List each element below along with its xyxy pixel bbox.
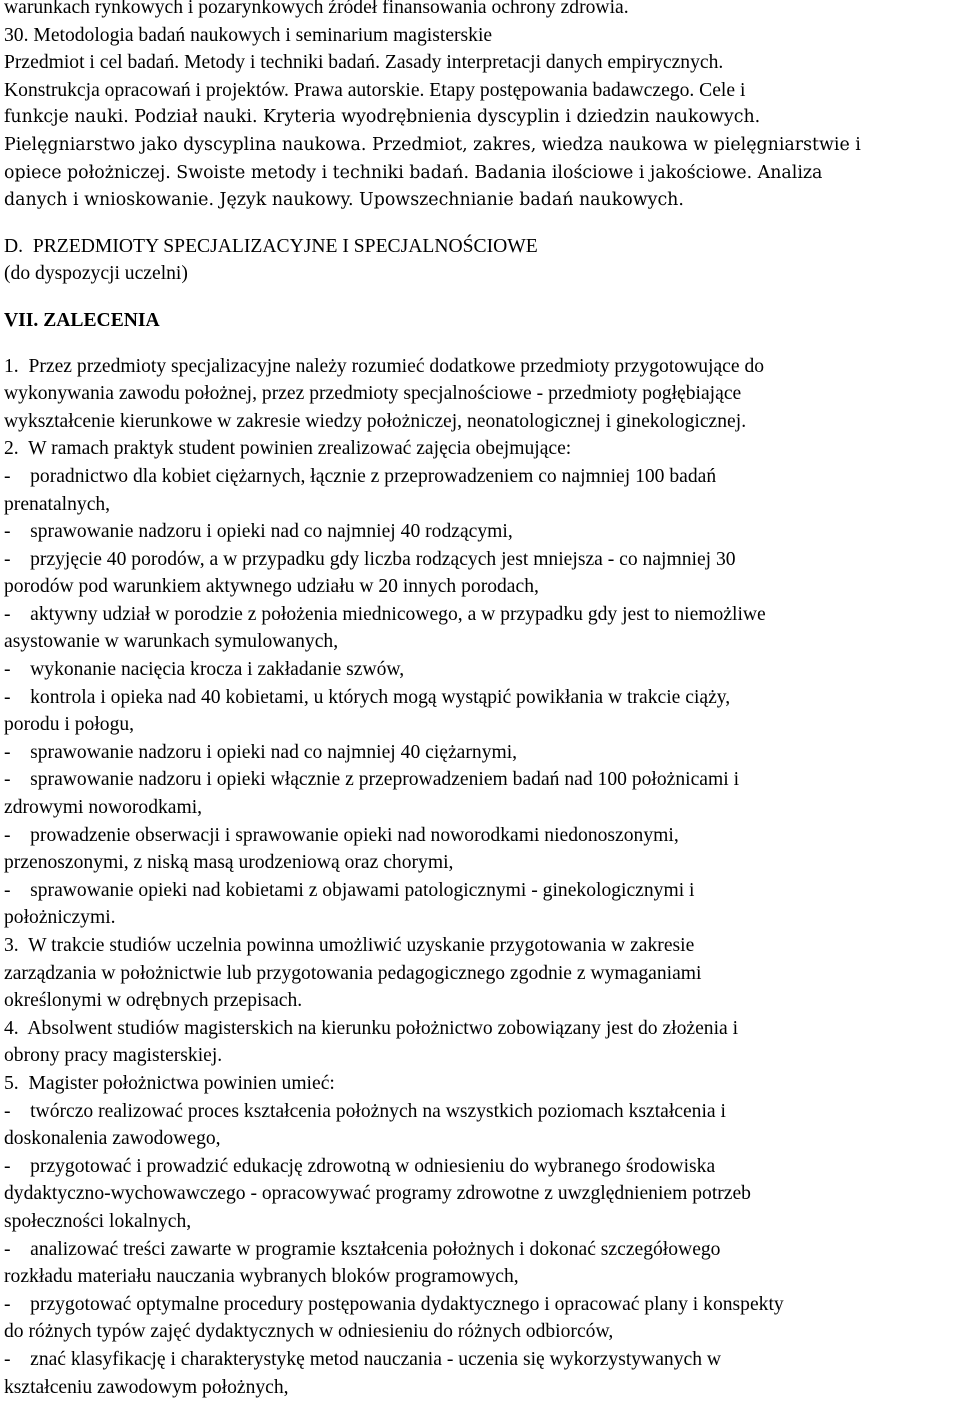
text-line: dydaktyczno-wychowawczego - opracowywać programy zdrowotne z uwzględnieniem potrzeb bbox=[4, 1183, 751, 1205]
text-line: 3. W trakcie studiów uczelnia powinna umożliwić uzyskanie przygotowania w zakresie bbox=[4, 935, 695, 956]
text-line: doskonalenia zawodowego, bbox=[4, 1128, 221, 1150]
section-vii-title: VII. ZALECENIA bbox=[4, 309, 160, 331]
section-d-subtitle: (do dyspozycji uczelni) bbox=[4, 263, 188, 285]
text-line: Przedmiot i cel badań. Metody i techniki badań. Zasady interpretacji danych empirycznych. bbox=[4, 52, 724, 74]
text-line: 2. W ramach praktyk student powinien zrealizować zajęcia obejmujące: bbox=[4, 438, 572, 460]
text-line: porodów pod warunkiem aktywnego udziału w 20 innych porodach, bbox=[4, 576, 539, 598]
recommendations-body bbox=[4, 353, 960, 1402]
section-d bbox=[4, 233, 960, 288]
text-line: 1. Przez przedmioty specjalizacyjne należy rozumieć dodatkowe przedmioty przygotowujące do bbox=[4, 355, 765, 377]
text-line: wykształcenie kierunkowe w zakresie wiedzy położniczej, neonatologicznej i ginekologicznej. bbox=[4, 410, 747, 432]
text-line: społeczności lokalnych, bbox=[4, 1210, 192, 1232]
list-item: - przygotować optymalne procedury postępowania dydaktycznego i opracować plany i konspekty bbox=[4, 1293, 784, 1315]
text-line: 4. Absolwent studiów magisterskich na kierunku położnictwo zobowiązany jest do złożenia i bbox=[4, 1017, 739, 1039]
section-d-title: D. PRZEDMIOTY SPECJALIZACYJNE I SPECJALNOŚCIOWE bbox=[4, 235, 538, 257]
text-line: przenoszonymi, z niską masą urodzeniową oraz chorymi, bbox=[4, 852, 454, 874]
text-line: asystowanie w warunkach symulowanych, bbox=[4, 631, 339, 653]
list-item: - sprawowanie nadzoru i opieki włącznie z przeprowadzeniem badań nad 100 położnicami i bbox=[4, 769, 740, 791]
text-line: Konstrukcja opracowań i projektów. Prawa autorskie. Etapy postępowania badawczego. Cele i bbox=[4, 79, 746, 101]
text-line: funkcje nauki. Podział nauki. Kryteria wyodrębnienia dyscyplin i dziedzin naukowych. bbox=[4, 107, 761, 128]
list-item: - wykonanie nacięcia krocza i zakładanie szwów, bbox=[4, 659, 405, 681]
list-item: - sprawowanie nadzoru i opieki nad co najmniej 40 rodzącymi, bbox=[4, 521, 513, 543]
text-line: porodu i połogu, bbox=[4, 714, 135, 736]
list-item: - poradnictwo dla kobiet ciężarnych, łącznie z przeprowadzeniem co najmniej 100 badań bbox=[4, 465, 717, 487]
text-line: prenatalnych, bbox=[4, 493, 111, 515]
list-item: - analizować treści zawarte w programie kształcenia położnych i dokonać szczegółowego bbox=[4, 1238, 721, 1260]
list-item: - sprawowanie nadzoru i opieki nad co najmniej 40 ciężarnymi, bbox=[4, 741, 518, 763]
text-line: zarządzania w położnictwie lub przygotowania pedagogicznego zgodnie z wymaganiami bbox=[4, 962, 702, 984]
text-line: zdrowymi noworodkami, bbox=[4, 797, 203, 819]
list-item: - znać klasyfikację i charakterystykę metod nauczania - uczenia się wykorzystywanych w bbox=[4, 1348, 722, 1370]
list-item: - prowadzenie obserwacji i sprawowanie opieki nad noworodkami niedonoszonymi, bbox=[4, 824, 679, 846]
text-line: wykonywania zawodu położnej, przez przedmioty specjalnościowe - przedmioty pogłębiające bbox=[4, 383, 742, 405]
section-c-tail bbox=[4, 0, 960, 215]
list-item: - sprawowanie opieki nad kobietami z objawami patologicznymi - ginekologicznymi i bbox=[4, 879, 695, 901]
text-line: danych i wnioskowanie. Język naukowy. Upowszechnianie badań naukowych. bbox=[4, 190, 684, 211]
course-heading: 30. Metodologia badań naukowych i seminarium magisterskie bbox=[4, 24, 493, 46]
text-line: Pielęgniarstwo jako dyscyplina naukowa. Przedmiot, zakres, wiedza naukowa w pielęgniarstwie i bbox=[4, 134, 861, 155]
text-line: kształceniu zawodowym położnych, bbox=[4, 1376, 289, 1398]
text-line: opiece położniczej. Swoiste metody i techniki badań. Badania ilościowe i jakościowe. Analiza bbox=[4, 162, 823, 183]
list-item: - twórczo realizować proces kształcenia położnych na wszystkich poziomach kształcenia i bbox=[4, 1100, 726, 1122]
text-line: do różnych typów zajęć dydaktycznych w odniesieniu do różnych odbiorców, bbox=[4, 1321, 614, 1343]
text-line: określonymi w odrębnych przepisach. bbox=[4, 990, 303, 1012]
text-line: położniczymi. bbox=[4, 907, 116, 929]
list-item: - kontrola i opieka nad 40 kobietami, u których mogą wystąpić powikłania w trakcie ciąży, bbox=[4, 686, 731, 708]
text-line: 5. Magister położnictwa powinien umieć: bbox=[4, 1072, 335, 1094]
list-item: - aktywny udział w porodzie z położenia miednicowego, a w przypadku gdy jest to niemożliwe bbox=[4, 603, 766, 625]
text-line: obrony pracy magisterskiej. bbox=[4, 1045, 223, 1067]
text-line: rozkładu materiału nauczania wybranych bloków programowych, bbox=[4, 1266, 519, 1288]
text-line: warunkach rynkowych i pozarynkowych źródeł finansowania ochrony zdrowia. bbox=[4, 0, 629, 18]
list-item: - przygotować i prowadzić edukację zdrowotną w odniesieniu do wybranego środowiska bbox=[4, 1155, 716, 1177]
list-item: - przyjęcie 40 porodów, a w przypadku gdy liczba rodzących jest mniejsza - co najmniej 30 bbox=[4, 548, 736, 570]
